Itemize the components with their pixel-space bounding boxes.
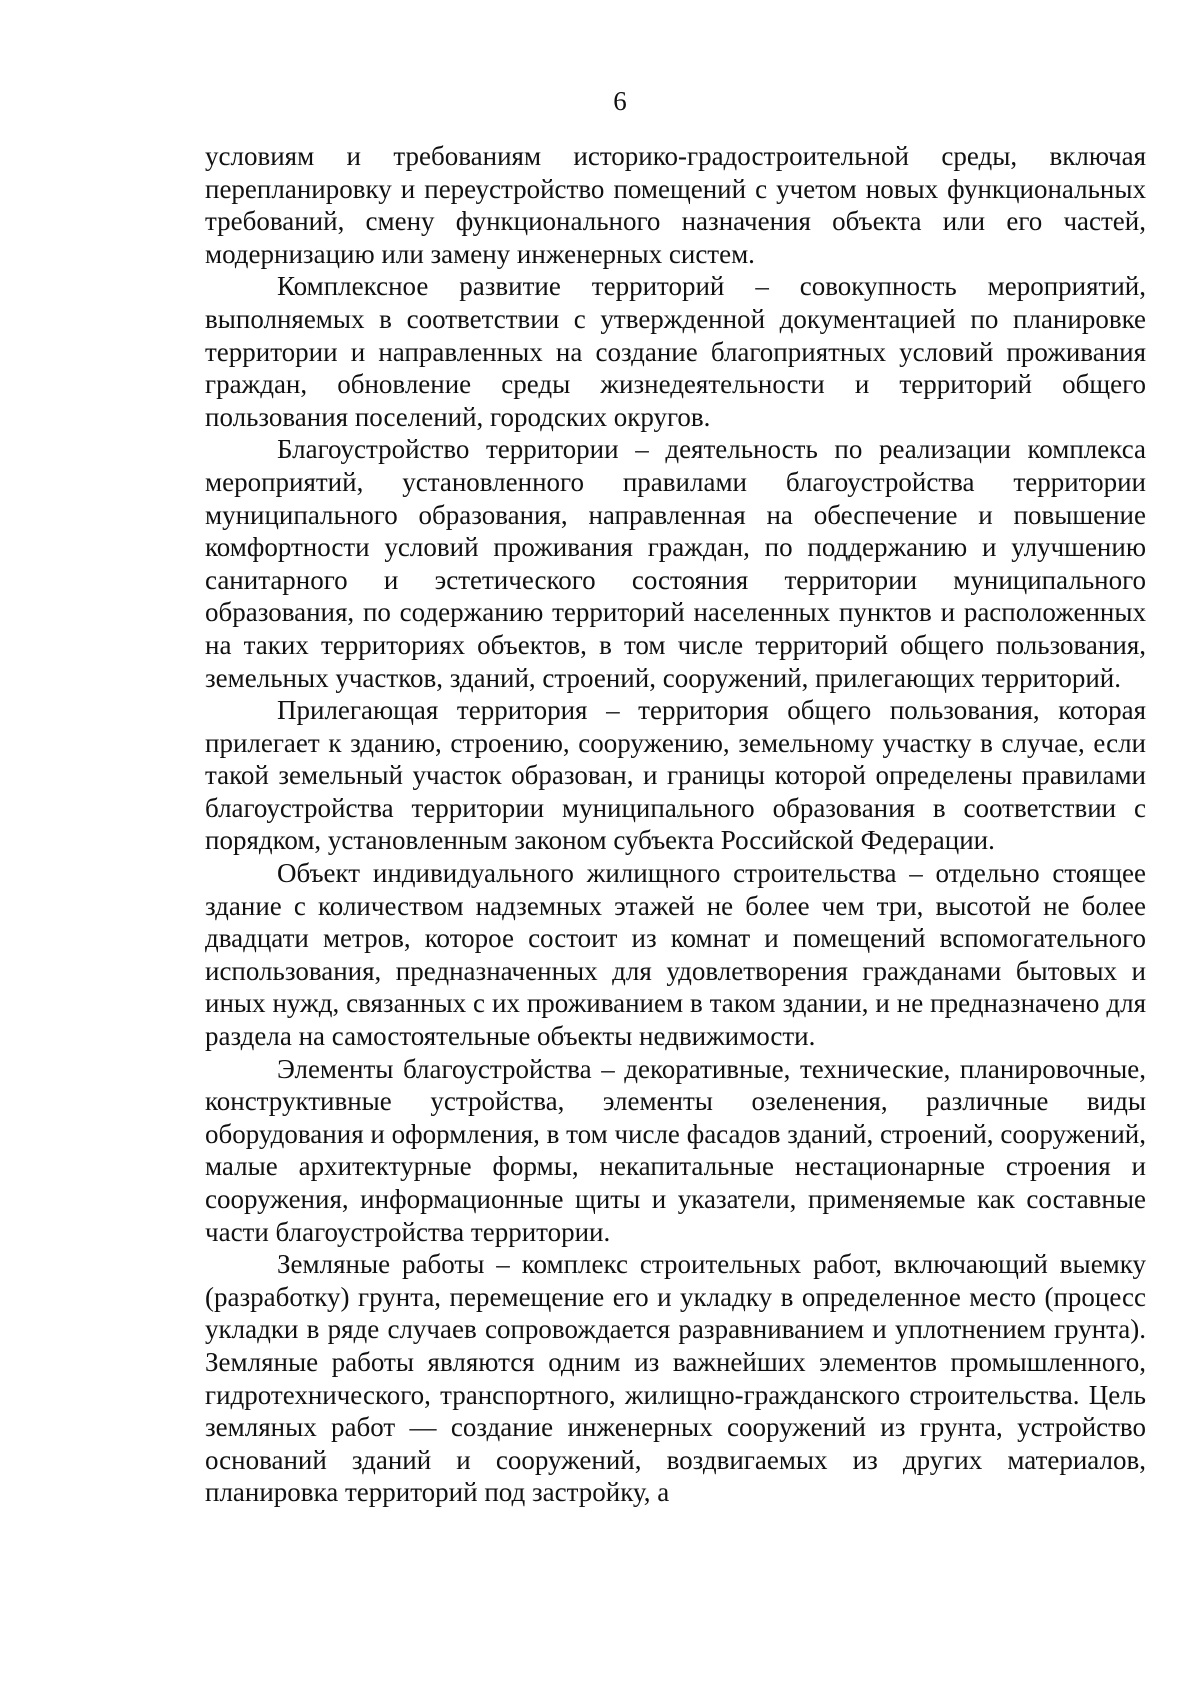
page-number: 6	[613, 86, 627, 116]
paragraph-zemlyanye-raboty: Земляные работы – комплекс строительных работ, включающий выемку (разработку) грунта, перемещение его и укладку в определенное место (процесс укладки в ряде случаев сопровождается разравниванием и уплотнением грунта). Земляные работы являются одним из важнейших элементов промышленного, гидротехнического, транспортного, жилищно-гражданского строительства. Цель земляных работ — создание инженерных сооружений из грунта, устройство оснований зданий и сооружений, воздвигаемых из других материалов, планировка территорий под застройку, а	[205, 1249, 1146, 1508]
paragraph-prilegayushchaya-territoriya: Прилегающая территория – территория общего пользования, которая прилегает к зданию, строению, сооружению, земельному участку в случае, если такой земельный участок образован, и границы которой определены правилами благоустройства территории муниципального образования в соответствии с порядком, установленным законом субъекта Российской Федерации.	[205, 695, 1146, 856]
paragraph-elementy-blagoustroystva: Элементы благоустройства – декоративные, технические, планировочные, конструктивные устройства, элементы озеленения, различные виды оборудования и оформления, в том числе фасадов зданий, строений, сооружений, малые архитектурные формы, некапитальные нестационарные строения и сооружения, информационные щиты и указатели, применяемые как составные части благоустройства территории.	[205, 1053, 1146, 1247]
paragraph-continuation: условиям и требованиям историко-градостроительной среды, включая перепланировку и переустройство помещений с учетом новых функциональных требований, смену функционального назначения объекта или его частей, модернизацию или замену инженерных систем.	[205, 141, 1146, 269]
paragraph-blagoustroystvo: Благоустройство территории – деятельность по реализации комплекса мероприятий, установленного правилами благоустройства территории муниципального образования, направленная на обеспечение и повышение комфортности условий проживания граждан, по поддержанию и улучшению санитарного и эстетического состояния территории муниципального образования, по содержанию территорий населенных пунктов и расположенных на таких территориях объектов, в том числе территорий общего пользования, земельных участков, зданий, строений, сооружений, прилегающих территорий.	[205, 434, 1146, 693]
document-body	[205, 140, 1146, 1509]
paragraph-kompleksnoe-razvitie: Комплексное развитие территорий – совокупность мероприятий, выполняемых в соответствии с утвержденной документацией по планировке территории и направленных на создание благоприятных условий проживания граждан, обновление среды жизнедеятельности и территорий общего пользования поселений, городских округов.	[205, 271, 1146, 432]
paragraph-obekt-izhs: Объект индивидуального жилищного строительства – отдельно стоящее здание с количеством надземных этажей не более чем три, высотой не более двадцати метров, которое состоит из комнат и помещений вспомогательного использования, предназначенных для удовлетворения гражданами бытовых и иных нужд, связанных с их проживанием в таком здании, и не предназначено для раздела на самостоятельные объекты недвижимости.	[205, 858, 1146, 1052]
